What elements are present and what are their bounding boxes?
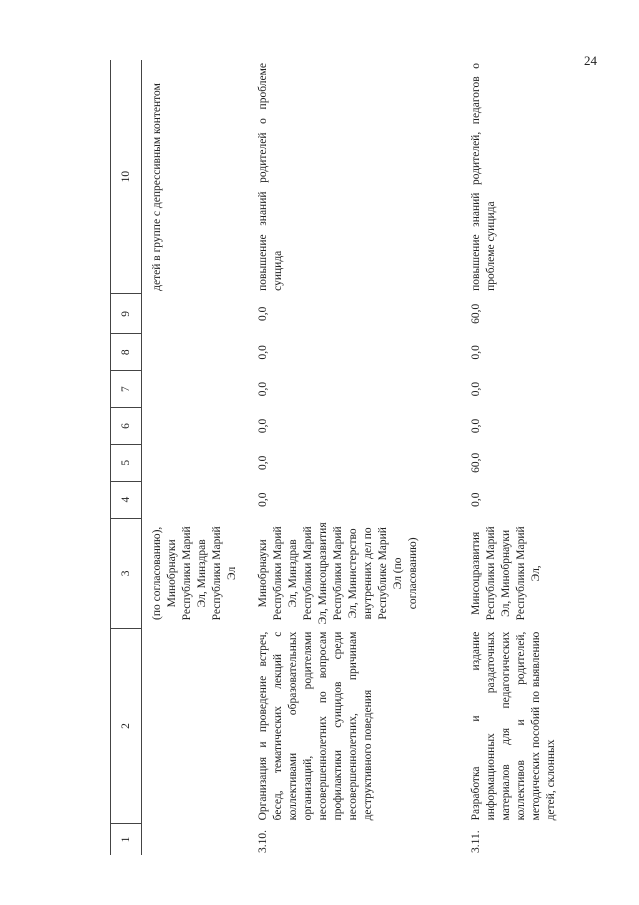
value-cell: 0,0	[257, 345, 269, 360]
header-cell: 2	[111, 629, 142, 824]
value-cell: 0,0	[470, 418, 482, 434]
activity-title: Организация и проведение встреч, бесед, тематических лекций с коллективами образовательных организаций, родителями несовершеннолетних по вопросам профилактики суицидов среди несовершеннолетних, причинам деструктивного поведения	[257, 631, 374, 821]
value-cell: 0,0	[257, 306, 269, 322]
header-cell: 5	[111, 444, 142, 481]
header-row	[111, 60, 142, 855]
value-cell: 0,0	[470, 492, 482, 507]
rotated-table-container	[110, 60, 557, 855]
table-row	[248, 60, 461, 855]
value-cell	[142, 334, 249, 371]
header-cell: 10	[111, 60, 142, 294]
value-cell: 60,0	[470, 452, 482, 473]
activity-title: Разработка и издание информационных раздаточных материалов для педагогических коллективов и родителей, методических пособий по выявлению детей, склонных	[470, 631, 557, 821]
header-cell: 8	[111, 334, 142, 371]
row-number	[142, 823, 249, 855]
executors: (по согласованию), Минобрнауки Республики Марий Эл, Минздрав Республики Марий Эл	[151, 526, 238, 621]
value-cell	[142, 294, 249, 334]
executors: Минобрнауки Республики Марий Эл, Минздрав Республики Марий Эл, Минсоцразвития Республики Марий Эл, Министерство внутренних дел по Республике Марий Эл (по согласованию)	[257, 522, 419, 625]
value-cell	[142, 444, 249, 481]
value-cell	[142, 371, 249, 408]
executors: Минсоцразвития Республики Марий Эл, Минобрнауки Республики Марий Эл,	[470, 526, 542, 621]
table-row	[461, 60, 559, 855]
value-cell: 0,0	[257, 418, 269, 434]
expected-result: повышение знаний родителей о проблеме суицида	[257, 63, 284, 291]
value-cell	[142, 481, 249, 518]
row-number: 3.10.	[257, 830, 269, 853]
header-cell: 4	[111, 481, 142, 518]
value-cell	[142, 408, 249, 445]
value-cell: 0,0	[257, 492, 269, 507]
row-number: 3.11.	[470, 830, 482, 853]
value-cell: 0,0	[470, 381, 482, 397]
program-table	[110, 60, 559, 855]
value-cell: 0,0	[257, 455, 269, 470]
table-row	[142, 60, 249, 855]
value-cell: 0,0	[257, 381, 269, 397]
value-cell: 0,0	[470, 345, 482, 360]
header-cell: 1	[111, 823, 142, 855]
header-cell: 7	[111, 371, 142, 408]
expected-result: повышение знаний родителей, педагогов о проблеме суицида	[470, 63, 497, 291]
expected-result: детей в группе с депрессивным контентом	[151, 83, 163, 291]
value-cell: 60,0	[470, 303, 482, 324]
page-number: 24	[584, 53, 597, 68]
activity-title	[142, 629, 249, 824]
header-cell: 3	[111, 518, 142, 629]
header-cell: 6	[111, 408, 142, 445]
header-cell: 9	[111, 294, 142, 334]
